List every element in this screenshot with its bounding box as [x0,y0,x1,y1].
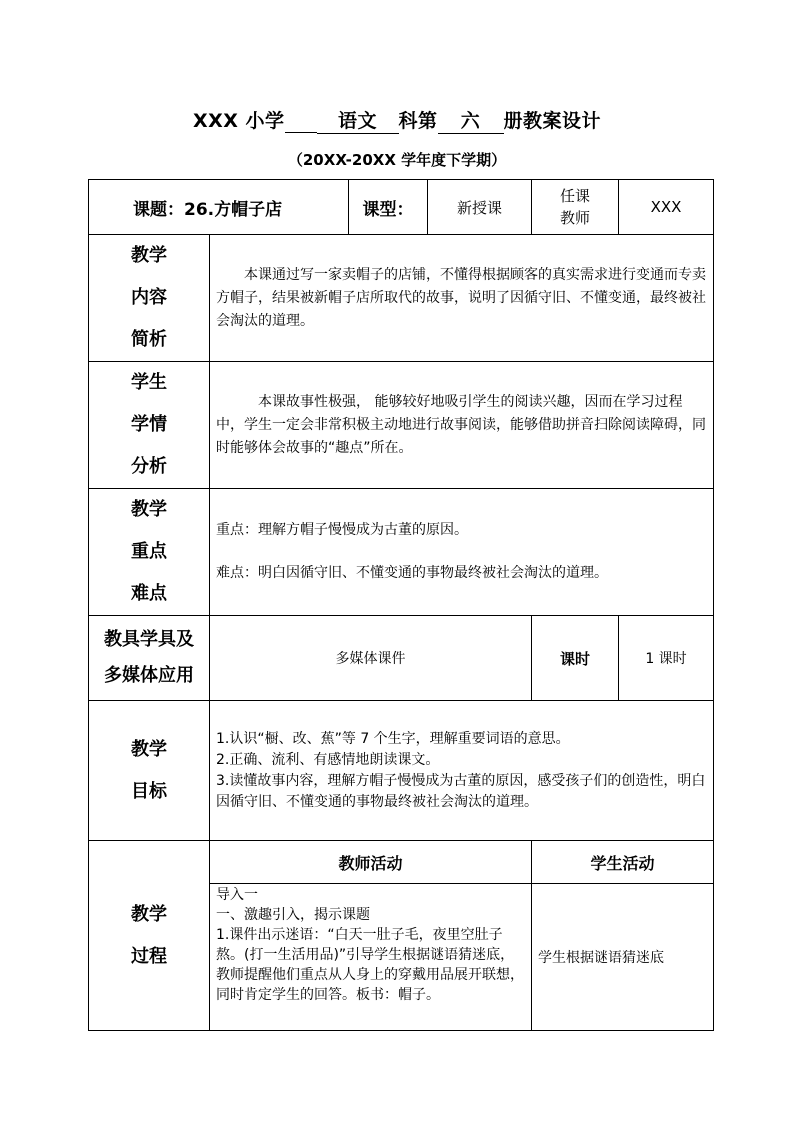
teacher-activity-cell [210,884,532,1031]
teacher-line: 1.课件出示迷语：“白天一肚子毛，夜里空肚子熬。(打一生活用品)”引导学生根据谜语猜迷底，教师提醒他们重点从人身上的穿戴用品展开联想，同时肯定学生的回答。板书：帽子。 [216,927,524,1003]
document-title [0,106,794,134]
analysis-text: 本课故事性极强， 能够较好地吸引学生的阅读兴趣，因而在学习过程中，学生一定会非常积极主动地进行故事阅读，能够借助拼音扫除阅读障碍，同时能够体会故事的“趣点”所在。 [210,362,714,489]
media-value: 多媒体课件 [210,616,532,701]
keypoints-label: 教学 重点 难点 [89,489,210,616]
teacher-line: 导入一 [216,887,258,903]
analysis-row [89,362,714,489]
title-middle: 科第 [398,110,438,132]
topic-cell: 课题：26.方帽子店 [89,180,349,235]
process-label: 教学 过程 [89,841,210,1031]
process-header-row [89,841,714,884]
keypoints-text [210,489,714,616]
goal-item: 3.读懂故事内容，理解方帽子慢慢成为古董的原因，感受孩子们的创造性，明白因循守旧、不懂变通的事物最终被社会淘汰的道理。 [216,772,706,810]
keypoints-row [89,489,714,616]
teacher-value-cell: XXX [619,180,714,235]
school-name: XXX 小学 [192,110,285,132]
difficulty-point: 难点：明白因循守旧、不懂变通的事物最终被社会淘汰的道理。 [216,565,608,581]
goals-row [89,701,714,841]
title-suffix: 册教案设计 [503,110,602,132]
hours-label: 课时 [532,616,619,701]
media-label: 教具学具及 多媒体应用 [89,616,210,701]
hours-value: 1 课时 [619,616,714,701]
subject-field: 语文 [317,106,399,134]
teacher-label-cell [532,180,619,235]
focus-point: 重点：理解方帽子慢慢成为古董的原因。 [216,522,468,538]
teacher-label-line-1: 任课 [560,187,591,205]
type-label-cell: 课型： [349,180,428,235]
blank-underline [285,110,317,133]
media-row [89,616,714,701]
summary-row [89,235,714,362]
lesson-plan-table [88,179,714,1031]
analysis-label: 学生 学情 分析 [89,362,210,489]
teacher-label-line-2: 教师 [560,209,591,227]
goal-item: 1.认识“橱、改、蕉”等 7 个生字，理解重要词语的意思。 [216,730,570,747]
type-value-cell: 新授课 [428,180,532,235]
student-activity-header: 学生活动 [532,841,714,884]
summary-text: 本课通过写一家卖帽子的店铺，不懂得根据顾客的真实需求进行变通而专卖方帽子，结果被新帽子店所取代的故事，说明了因循守旧、不懂变通，最终被社会淘汰的道理。 [210,235,714,362]
lesson-info-row [89,180,714,235]
teacher-activity-header: 教师活动 [210,841,532,884]
goals-list [210,701,714,841]
goal-item: 2.正确、流利、有感情地朗读课文。 [216,751,440,768]
volume-field: 六 [438,106,504,134]
summary-label: 教学 内容 简析 [89,235,210,362]
goals-label: 教学 目标 [89,701,210,841]
teacher-line: 一、激趣引入，揭示课题 [216,907,370,923]
term-subtitle: （20XX-20XX 学年度下学期） [287,151,507,169]
student-activity-cell: 学生根据谜语猜迷底 [532,884,714,1031]
